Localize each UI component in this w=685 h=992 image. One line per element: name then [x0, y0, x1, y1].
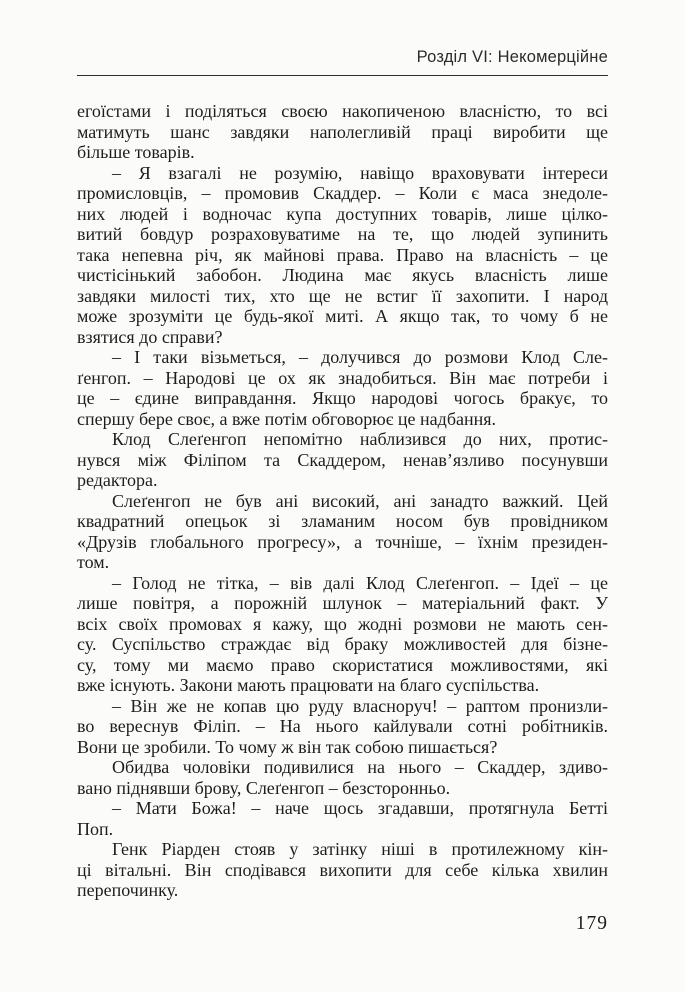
text-line: промисловців, – промовив Скаддер. – Коли є маса знедоле- — [77, 183, 608, 203]
text-line: завдяки милості тих, хто ще не встиг її захопити. І народ — [77, 285, 608, 306]
text-line: Клод Слеґенгоп непомітно наблизився до них, протис- — [112, 429, 608, 449]
paragraph — [77, 429, 608, 491]
text-line: – Мати Божа! – наче щось згадавши, протягнула Бетті — [112, 798, 608, 818]
text-line: чистісінький забобон. Людина має якусь власність лише — [77, 265, 608, 285]
text-line: во вереснув Філіп. – На нього кайлували сотні робітників. — [77, 716, 608, 736]
text-line: витий бовдур розраховуватиме на те, що людей зупинить — [77, 224, 608, 244]
paragraph — [77, 696, 608, 758]
paragraph — [77, 347, 608, 429]
header-rule — [77, 75, 608, 76]
text-line: – Голод не тітка, – вів далі Клод Слеґенгоп. – Ідеї – це — [112, 572, 608, 593]
text-line: може зрозуміти це будь-якої миті. А якщо так, то чому б не — [77, 306, 608, 326]
text-line: Генк Ріарден стояв у затінку ніші в протилежному кін- — [112, 839, 608, 859]
text-line: Поп. — [77, 818, 114, 839]
text-line: вже існують. Закони мають працювати на благо суспільства. — [77, 675, 540, 695]
text-line: ці вітальні. Він сподівався вихопити для себе кілька хвилин — [77, 859, 608, 880]
paragraph — [77, 757, 608, 798]
text-line: всіх своїх промовах я кажу, що жодні розмови не мають сен- — [77, 613, 608, 634]
text-line: – І таки візьметься, – долучився до розмови Клод Сле- — [112, 347, 608, 367]
paragraph — [77, 163, 608, 348]
paragraph — [77, 491, 608, 573]
text-line: – Він же не копав цю руду власноруч! – раптом пронизли- — [112, 695, 608, 716]
paragraph — [77, 573, 608, 696]
paragraph — [77, 798, 608, 839]
chapter-running-header: Розділ VI: Некомерційне — [416, 48, 608, 66]
text-line: су, тому ми маємо право скористатися можливостями, які — [77, 654, 608, 675]
text-line: квадратний опецьок зі зламаним носом був провідником — [77, 511, 608, 531]
text-line: ґенгоп. – Народові це ох як знадобиться. Він має потреби і — [77, 367, 608, 388]
text-line: це – єдине виправдання. Якщо народові чогось бракує, то — [77, 388, 608, 408]
text-line: том. — [77, 552, 110, 572]
text-line: Вони це зробили. То чому ж він так собою пишається? — [77, 736, 498, 757]
text-line: – Я взагалі не розумію, навіщо враховувати інтереси — [112, 162, 608, 183]
text-line: «Друзів глобального прогресу», а точніше, – їхнім президен- — [77, 531, 608, 552]
paragraph — [77, 839, 608, 901]
text-line: лише повітря, а порожній шлунок – матеріальний факт. У — [77, 593, 608, 613]
body-text — [77, 101, 608, 901]
text-line: егоїстами і поділяться своєю накопиченою власністю, то всі — [77, 101, 608, 121]
text-line: Слеґенгоп не був ані високий, ані занадто важкий. Цей — [112, 490, 608, 511]
text-line: них людей і водночас купа доступних товарів, лише цілко- — [77, 203, 608, 224]
text-line: су. Суспільство страждає від браку можливостей для бізне- — [77, 634, 608, 654]
text-line: Обидва чоловіки подивилися на нього – Скаддер, здиво- — [112, 757, 608, 777]
page-number: 179 — [575, 913, 608, 934]
text-line: взятися до справи? — [77, 326, 223, 347]
text-line: спершу бере своє, а вже потім обговорює це надбання. — [77, 408, 497, 429]
text-line: перепочинку. — [77, 880, 179, 900]
paragraph — [77, 101, 608, 163]
text-line: більше товарів. — [77, 142, 195, 162]
text-line: редактора. — [77, 470, 158, 490]
text-line: матимуть шанс завдяки наполегливій праці виробити ще — [77, 121, 608, 142]
text-line: вано піднявши брову, Слеґенгоп – безсторонньо. — [77, 777, 451, 798]
text-line: нувся між Філіпом та Скаддером, ненав’язливо посунувши — [77, 449, 608, 470]
text-line: така непевна річ, як майнові права. Право на власність – це — [77, 244, 608, 265]
